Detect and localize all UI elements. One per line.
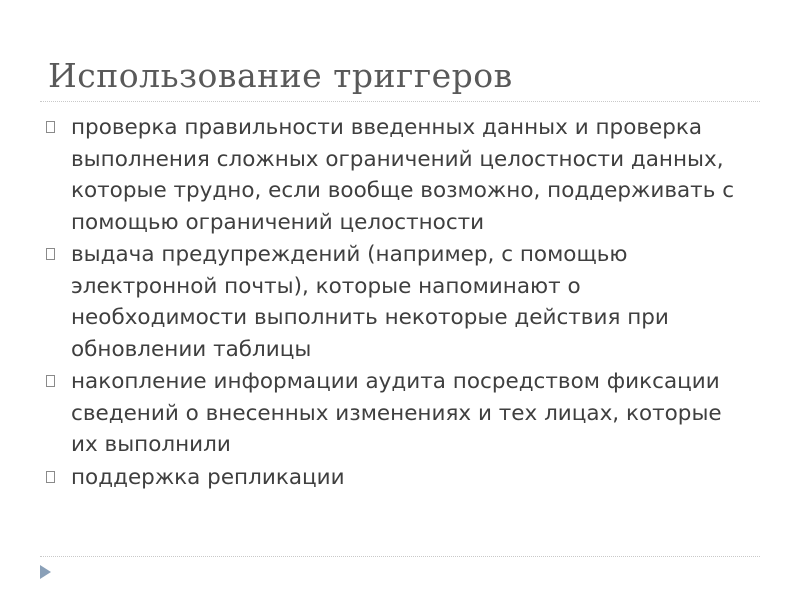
bullet-text: накопление информации аудита посредством фиксации сведений о внесенных изменениях и тех лицах, которые их выполнили — [71, 369, 722, 457]
bullet-text: проверка правильности введенных данных и проверка выполнения сложных ограничений целостности данных, которые трудно, если вообще возможно, поддерживать с помощью ограничений целостности — [71, 115, 735, 235]
title-divider — [40, 101, 760, 102]
list-item — [46, 366, 746, 461]
square-bullet-icon — [46, 121, 55, 133]
bullet-text: поддержка репликации — [71, 464, 345, 490]
footer-divider — [40, 556, 760, 557]
list-item — [46, 239, 746, 365]
square-bullet-icon — [46, 471, 55, 483]
bullet-text: выдача предупреждений (например, с помощью электронной почты), которые напоминают о необходимости выполнить некоторые действия при обновлении таблицы — [71, 242, 669, 362]
square-bullet-icon — [46, 375, 55, 387]
play-arrow-icon[interactable] — [40, 565, 51, 579]
slide-title: Использование триггеров — [48, 56, 513, 95]
list-item — [46, 112, 746, 238]
square-bullet-icon — [46, 248, 55, 260]
bullet-list — [46, 112, 746, 494]
list-item — [46, 462, 746, 494]
